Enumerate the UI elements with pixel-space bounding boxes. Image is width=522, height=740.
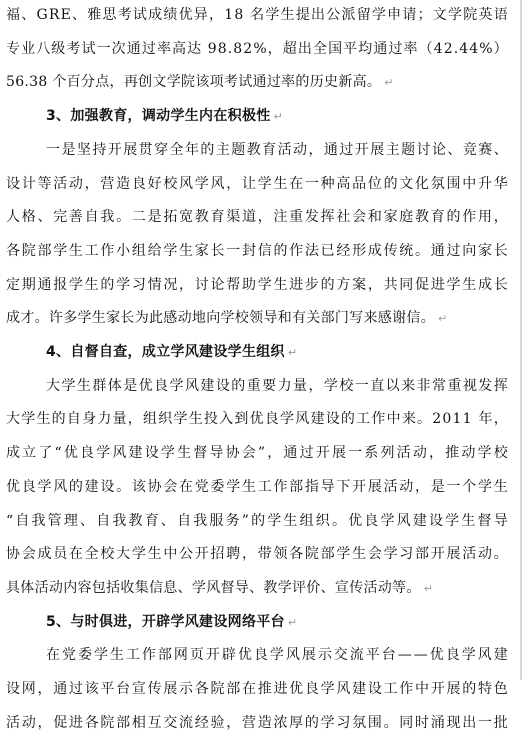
section-heading bbox=[46, 606, 297, 639]
text-line bbox=[6, 235, 509, 268]
text-line bbox=[6, 673, 509, 706]
line-text: 成才。许多学生家长为此感动地向学校领导和有关部门写来感谢信。 bbox=[6, 310, 435, 327]
text-line bbox=[6, 33, 509, 66]
text-line bbox=[6, 505, 510, 538]
line-text: 具体活动内容包括收集信息、学风督导、教学评价、宣传活动等。 bbox=[6, 579, 421, 596]
paragraph-mark-icon: ↵ bbox=[423, 581, 434, 595]
line-text: 专业八级考试一次通过率高达 98.82%，超出全国平均通过率（42.44%） bbox=[6, 40, 509, 57]
paragraph-mark-icon: ↵ bbox=[384, 76, 394, 90]
paragraph-mark-icon: ↵ bbox=[287, 346, 298, 359]
line-text: 活动，促进各院部相互交流经验，营造浓厚的学习氛围。同时涌现出一批 bbox=[6, 714, 510, 731]
text-line bbox=[6, 269, 509, 302]
text-line bbox=[46, 370, 509, 403]
text-line bbox=[6, 707, 509, 740]
text-line bbox=[6, 471, 509, 504]
line-text: 4、自督自查，成立学风建设学生组织 bbox=[46, 344, 285, 360]
line-text: 福、GRE、雅思考试成绩优异，18 名学生提出公派留学申请；文学院英语 bbox=[6, 7, 509, 23]
section-heading bbox=[46, 100, 283, 133]
line-text: 优良学风的建设。该协会在党委学生工作部指导下开展活动，是一个学生 bbox=[6, 478, 510, 495]
line-text: “自我管理、自我教育、自我服务”的学生组织。优良学风建设学生督导 bbox=[6, 512, 510, 529]
text-line bbox=[6, 302, 448, 335]
text-line bbox=[6, 168, 509, 201]
paragraph-mark-icon: ↵ bbox=[287, 615, 298, 629]
text-line bbox=[6, 66, 394, 99]
text-line bbox=[6, 437, 510, 470]
line-text: 设计等活动，营造良好校风学风，让学生在一种高品位的文化氛围中升华 bbox=[6, 175, 510, 192]
line-text: 定期通报学生的学习情况，讨论帮助学生进步的方案，共同促进学生成长 bbox=[6, 276, 510, 293]
line-text: 大学生群体是优良学风建设的重要力量，学校一直以来非常重视发挥 bbox=[46, 377, 510, 394]
text-line bbox=[6, 0, 509, 32]
text-line bbox=[6, 572, 433, 605]
line-text: 在党委学生工作部网页开辟优良学风展示交流平台——优良学风建 bbox=[46, 647, 510, 664]
text-line bbox=[46, 134, 509, 167]
paragraph-mark-icon: ↵ bbox=[438, 312, 448, 326]
line-text: 一是坚持开展贯穿全年的主题教育活动，通过开展主题讨论、竞赛、 bbox=[46, 141, 510, 158]
line-text: 大学生的自身力量，组织学生投入到优良学风建设的工作中来。2011 年， bbox=[6, 411, 509, 428]
text-line bbox=[46, 639, 510, 672]
line-text: 5、与时俱进，开辟学风建设网络平台 bbox=[46, 613, 285, 630]
line-text: 56.38 个百分点，再创文学院该项考试通过率的历史新高。 bbox=[6, 74, 382, 91]
line-text: 协会成员在全校大学生中公开招聘，带领各院部学生会学习部开展活动。 bbox=[6, 546, 510, 563]
line-text: 3、加强教育，调动学生内在积极性 bbox=[46, 108, 271, 125]
line-text: 成立了“优良学风建设学生督导协会”，通过开展一系列活动，推动学校 bbox=[6, 445, 510, 462]
text-line bbox=[6, 403, 509, 436]
line-text: 设网，通过该平台宣传展示各院部在推进优良学风建设工作中开展的特色 bbox=[6, 681, 510, 697]
line-text: 人格、完善自我。二是拓宽教育渠道，注重发挥社会和家庭教育的作用， bbox=[6, 209, 510, 226]
section-heading bbox=[46, 336, 297, 369]
text-line bbox=[6, 201, 509, 234]
paragraph-mark-icon: ↵ bbox=[273, 110, 284, 124]
line-text: 各院部学生工作小组给学生家长一封信的作法已经形成传统。通过向家长 bbox=[6, 242, 510, 259]
text-line bbox=[6, 538, 509, 571]
